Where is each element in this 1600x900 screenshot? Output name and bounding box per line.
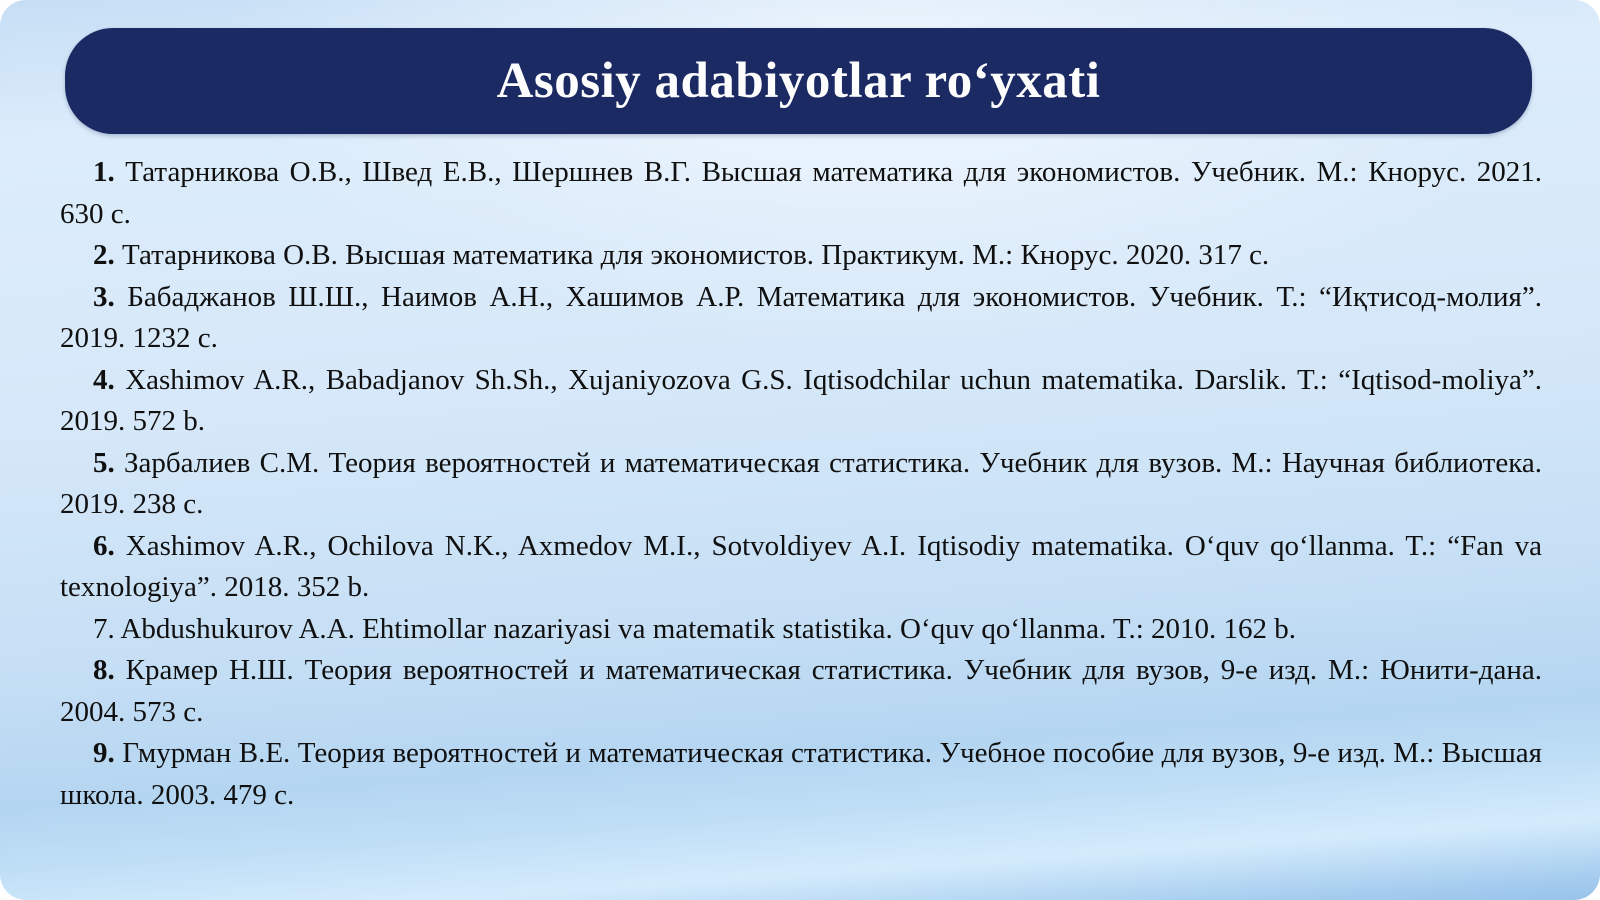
reference-number: 3. (93, 280, 115, 313)
reference-number: 1. (93, 156, 115, 188)
reference-text: Крамер Н.Ш. Теория вероятностей и математическая статистика. Учебник для вузов, 9-е изд. М.: Юнити-дана. 2004. 573 с. (60, 654, 1543, 728)
reference-text: Татарникова О.В., Швед Е.В., Шершнев В.Г. Высшая математика для экономистов. Учебник. М.: Кнорус. 2021. 630 с. (60, 156, 1543, 230)
reference-item (60, 443, 1542, 526)
reference-number: 5. (93, 446, 115, 479)
reference-item (60, 526, 1542, 609)
reference-number: 7. (93, 612, 115, 645)
title-bar (65, 28, 1532, 134)
reference-item (60, 733, 1542, 816)
reference-text: Бабаджанов Ш.Ш., Наимов А.Н., Хашимов А.Р. Математика для экономистов. Учебник. Т.: “Иқтисод-молия”. 2019. 1232 с. (60, 280, 1542, 354)
reference-text: Гмурман В.Е. Теория вероятностей и математическая статистика. Учебное пособие для вузов, 9-е изд. М.: Высшая школа. 2003. 479 с. (60, 737, 1543, 811)
page-title: Asosiy adabiyotlar ro‘yxati (496, 53, 1101, 109)
reference-number: 2. (93, 239, 115, 271)
reference-item (60, 152, 1542, 235)
reference-number: 9. (93, 737, 115, 769)
reference-text: Xashimov A.R., Ochilova N.K., Axmedov M.I., Sotvoldiyev A.I. Iqtisodiy matematika. O‘quv qo‘llanma. T.: “Fan va texnologiya”. 2018. 352 b. (60, 529, 1542, 603)
reference-text: Татарникова О.В. Высшая математика для экономистов. Практикум. М.: Кнорус. 2020. 317 с. (122, 239, 1270, 271)
reference-item (60, 360, 1542, 443)
reference-item (60, 235, 1542, 277)
reference-text: Abdushukurov A.A. Ehtimollar nazariyasi va matematik statistika. O‘quv qo‘llanma. T.: 2010. 162 b. (120, 612, 1297, 645)
reference-number: 6. (93, 529, 115, 562)
reference-number: 4. (93, 363, 115, 396)
reference-item (60, 277, 1542, 360)
reference-text: Зарбалиев С.М. Теория вероятностей и математическая статистика. Учебник для вузов. М.: Научная библиотека. 2019. 238 с. (60, 446, 1542, 520)
reference-text: Xashimov A.R., Babadjanov Sh.Sh., Xujaniyozova G.S. Iqtisodchilar uchun matematika. Darslik. T.: “Iqtisod-moliya”. 2019. 572 b. (60, 363, 1542, 437)
reference-item (60, 650, 1542, 733)
reference-number: 8. (93, 654, 115, 686)
reference-item (60, 609, 1542, 651)
reference-list (60, 152, 1542, 816)
